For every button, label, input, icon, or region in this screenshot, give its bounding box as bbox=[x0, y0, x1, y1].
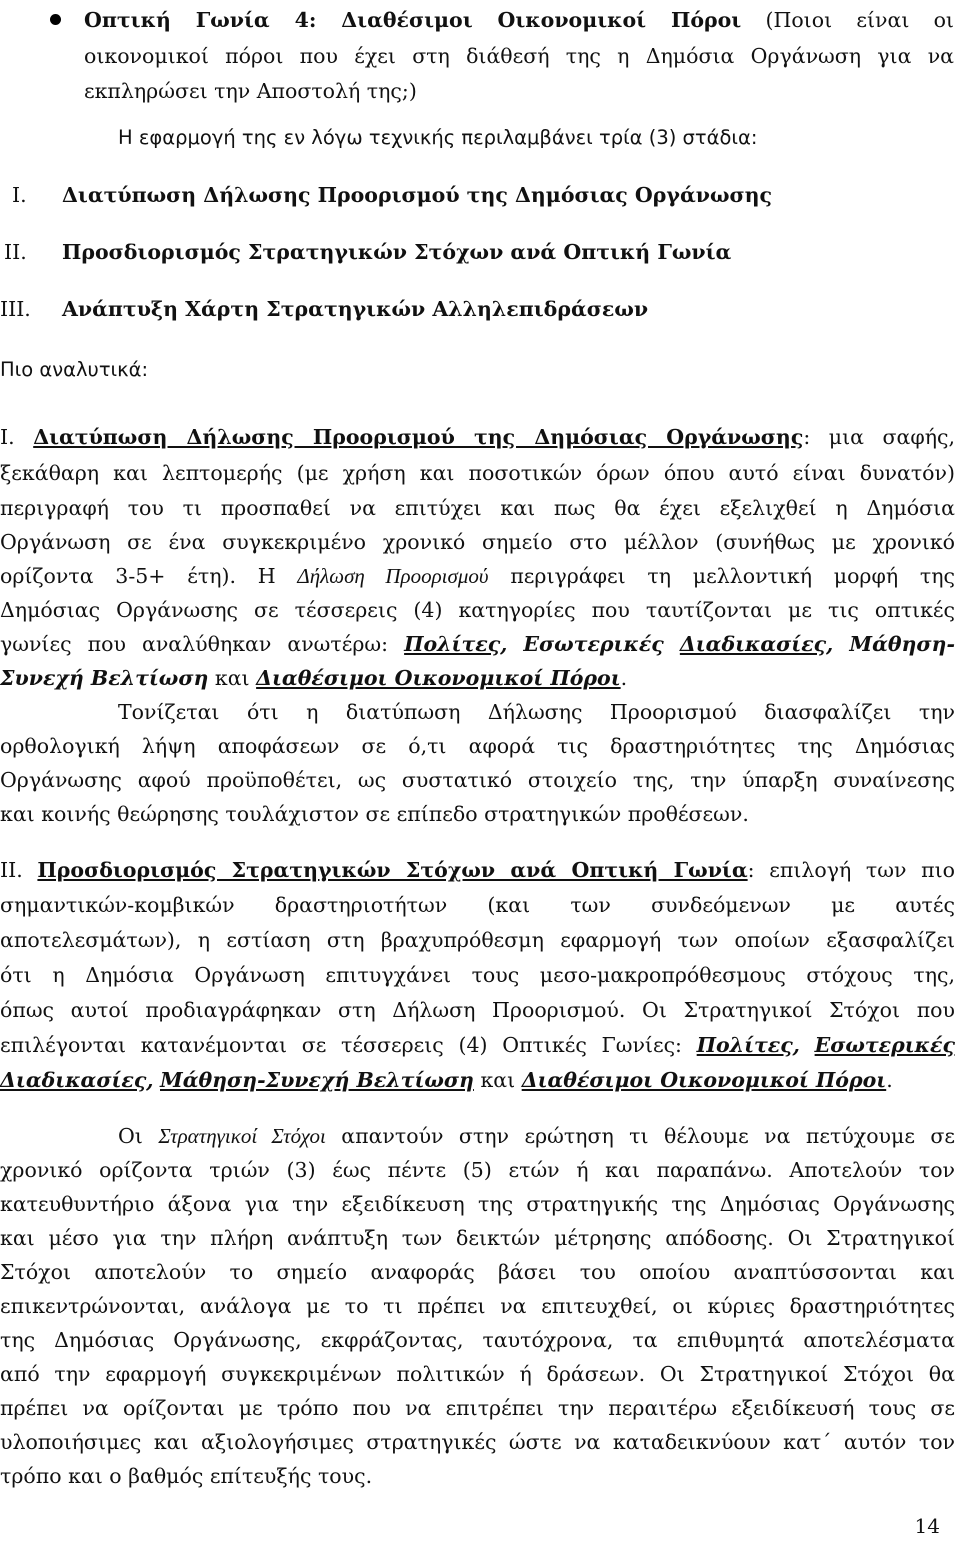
category-term: Εσωτερικές bbox=[814, 1033, 955, 1057]
stage-title: Ανάπτυξη Χάρτη Στρατηγικών Αλληλεπιδράσεων bbox=[62, 297, 649, 321]
emphasis-term: Στρατηγικοί Στόχοι bbox=[158, 1124, 326, 1148]
stage-number: III. bbox=[0, 297, 31, 321]
category-term: Διαδικασίες bbox=[0, 1068, 147, 1092]
bullet-line-1: Οπτική Γωνία 4: Διαθέσιμοι Οικονομικοί Πόροι (Ποιοι είναι οι bbox=[84, 8, 954, 32]
section-title: Διατύπωση Δήλωσης Προορισμού της Δημόσιας Οργάνωσης bbox=[33, 425, 804, 449]
section-number: I. bbox=[0, 425, 15, 449]
bullet-line-3: εκπληρώσει την Αποστολή της;) bbox=[84, 79, 417, 103]
category-term: Πολίτες bbox=[696, 1033, 793, 1057]
section-1-para2-line-4: και κοινής θεώρησης τουλάχιστον σε επίπεδο στρατηγικών προθέσεων. bbox=[0, 802, 749, 826]
section-2-para2-line-6: επικεντρώνονται, ανάλογα με το τι πρέπει να επιτευχθεί, οι κύριες δραστηριότητες bbox=[0, 1294, 955, 1318]
section-title: Προσδιορισμός Στρατηγικών Στόχων ανά Οπτική Γωνία bbox=[37, 858, 748, 882]
section-2-para2-line-1: Οι Στρατηγικοί Στόχοι απαντούν στην ερώτηση τι θέλουμε να πετύχουμε σε bbox=[118, 1124, 955, 1148]
category-term: Πολίτες bbox=[404, 632, 501, 656]
section-number: II. bbox=[0, 858, 23, 882]
section-2-para2-line-11: τρόπο και ο βαθμός επίτευξής τους. bbox=[0, 1464, 373, 1488]
section-1-line-7: γωνίες που αναλύθηκαν ανωτέρω: Πολίτες, Εσωτερικές Διαδικασίες, Μάθηση- bbox=[0, 632, 955, 656]
stage-title: Διατύπωση Δήλωσης Προορισμού της Δημόσιας Οργάνωσης bbox=[62, 183, 772, 207]
section-2-line-6: επιλέγονται κατανέμονται σε τέσσερεις (4) Οπτικές Γωνίες: Πολίτες, Εσωτερικές bbox=[0, 1033, 955, 1057]
page-number: 14 bbox=[914, 1514, 940, 1538]
section-2-para2-line-4: και μέσο για την πλήρη ανάπτυξη των δεικτών μέτρησης απόδοσης. Οι Στρατηγικοί bbox=[0, 1226, 955, 1250]
stage-number: I. bbox=[12, 183, 27, 207]
section-1-line-4: Οργάνωση σε ένα συγκεκριμένο χρονικό σημείο στο μέλλον (συνήθως με χρονικό bbox=[0, 530, 955, 554]
intro-text: Η εφαρμογή της εν λόγω τεχνικής περιλαμβάνει τρία (3) στάδια: bbox=[118, 126, 758, 149]
section-1-para2-line-2: ορθολογική λήψη αποφάσεων σε ό,τι αφορά τις δραστηριότητες της Δημόσιας bbox=[0, 734, 955, 758]
section-2-line-3: αποτελεσμάτων), η εστίαση στη βραχυπρόθεσμη εφαρμογή των οποίων εξασφαλίζει bbox=[0, 928, 955, 952]
category-term: Διαθέσιμοι Οικονομικοί Πόροι bbox=[256, 666, 621, 690]
category-term: Μάθηση- bbox=[849, 632, 955, 656]
detail-heading: Πιο αναλυτικά: bbox=[0, 358, 149, 381]
section-2-line-7: Διαδικασίες, Μάθηση-Συνεχή Βελτίωση και Διαθέσιμοι Οικονομικοί Πόροι. bbox=[0, 1068, 893, 1092]
section-2-para2-line-3: κατευθυντήριο άξονα για την εξειδίκευση της στρατηγικής της Δημόσιας Οργάνωσης bbox=[0, 1192, 955, 1216]
section-2-para2-line-7: της Δημόσιας Οργάνωσης, εκφράζοντας, ταυτόχρονα, τα επιθυμητά αποτελέσματα bbox=[0, 1328, 955, 1352]
section-1-line-8: Συνεχή Βελτίωση και Διαθέσιμοι Οικονομικοί Πόροι. bbox=[0, 666, 628, 690]
section-2-line-2: σημαντικών-κομβικών δραστηριοτήτων (και των συνδεόμενων με αυτές bbox=[0, 893, 955, 917]
section-2-para2-line-8: από την εφαρμογή συγκεκριμένων πολιτικών ή δράσεων. Οι Στρατηγικοί Στόχοι θα bbox=[0, 1362, 955, 1386]
section-1-line-5: ορίζοντα 3-5+ έτη). Η Δήλωση Προορισμού περιγράφει τη μελλοντική μορφή της bbox=[0, 564, 955, 588]
category-term: Διαθέσιμοι Οικονομικοί Πόροι bbox=[521, 1068, 887, 1092]
bullet-line-2: οικονομικοί πόροι που έχει στη διάθεσή της η Δημόσια Οργάνωση για να bbox=[84, 44, 954, 68]
category-term: Εσωτερικές bbox=[523, 632, 664, 656]
section-2-para2-line-2: χρονικό ορίζοντα τριών (3) έως πέντε (5) ετών ή και παραπάνω. Αποτελούν τον bbox=[0, 1158, 955, 1182]
section-1-line-3: περιγραφή του τι προσπαθεί να επιτύχει και πως θα έχει εξελιχθεί η Δημόσια bbox=[0, 496, 955, 520]
emphasis-term: Δήλωση Προορισμού bbox=[297, 564, 489, 588]
section-1-line-2: ξεκάθαρη και λεπτομερής (με χρήση και ποσοτικών όρων όπου αυτό είναι δυνατόν) bbox=[0, 461, 955, 485]
bullet-heading: Οπτική Γωνία 4: Διαθέσιμοι Οικονομικοί Πόροι bbox=[84, 8, 742, 32]
stage-number: II. bbox=[4, 240, 27, 264]
stage-title: Προσδιορισμός Στρατηγικών Στόχων ανά Οπτική Γωνία bbox=[62, 240, 732, 264]
stage-item-1 bbox=[0, 175, 960, 215]
section-2-para2-line-5: Στόχοι αποτελούν το σημείο αναφοράς βάσει του οποίου αναπτύσσονται και bbox=[0, 1260, 955, 1284]
section-1-para2-line-3: Οργάνωσης αφού προϋποθέτει, ως συστατικό στοιχείο της, την ύπαρξη συναίνεσης bbox=[0, 768, 955, 792]
category-term: Συνεχή Βελτίωση bbox=[0, 666, 209, 690]
bullet-icon bbox=[50, 14, 61, 25]
section-2-line-5: όπως αυτοί προδιαγράφηκαν στη Δήλωση Προορισμού. Οι Στρατηγικοί Στόχοι που bbox=[0, 998, 955, 1022]
section-2-line-4: ότι η Δημόσια Οργάνωση επιτυγχάνει τους μεσο-μακροπρόθεσμους στόχους της, bbox=[0, 963, 955, 987]
stage-item-3 bbox=[0, 289, 960, 329]
section-2-para2-line-10: υλοποιήσιμες και αξιολογήσιμες στρατηγικές ώστε να καταδεικνύουν κατ΄ αυτόν τον bbox=[0, 1430, 955, 1454]
section-1-para2-line-1: Τονίζεται ότι η διατύπωση Δήλωσης Προορισμού διασφαλίζει την bbox=[118, 700, 955, 724]
section-1-line-6: Δημόσιας Οργάνωσης σε τέσσερεις (4) κατηγορίες που ταυτίζονται με τις οπτικές bbox=[0, 598, 955, 622]
category-term: Μάθηση-Συνεχή Βελτίωση bbox=[160, 1068, 474, 1092]
section-2-para2-line-9: πρέπει να ορίζονται με τρόπο που να επιτρέπει την περαιτέρω εξειδίκευσή τους σε bbox=[0, 1396, 955, 1420]
section-2-line-1: II. Προσδιορισμός Στρατηγικών Στόχων ανά Οπτική Γωνία: επιλογή των πιο bbox=[0, 858, 955, 882]
section-1-line-1: I. Διατύπωση Δήλωσης Προορισμού της Δημόσιας Οργάνωσης: μια σαφής, bbox=[0, 425, 955, 449]
category-term: Διαδικασίες bbox=[679, 632, 827, 656]
stage-item-2 bbox=[0, 232, 960, 272]
